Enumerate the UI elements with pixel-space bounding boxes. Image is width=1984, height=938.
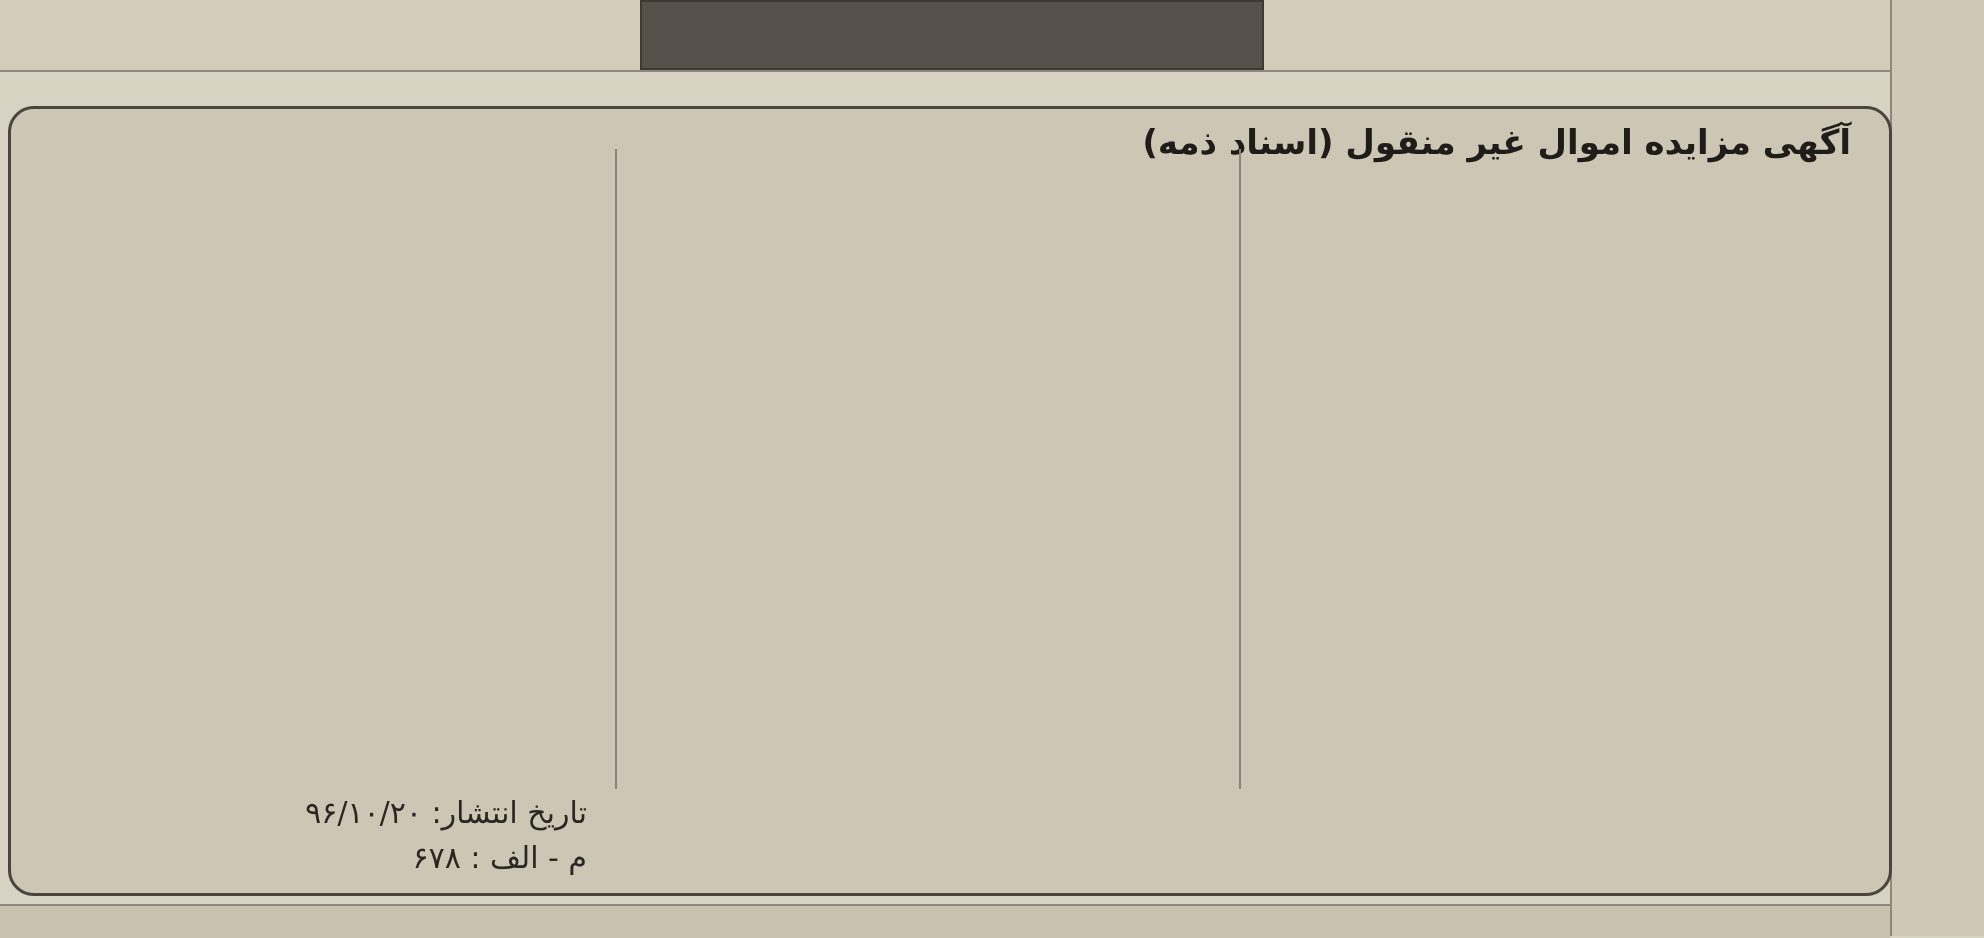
adjacent-column-strip: [1890, 0, 1984, 936]
notice-text-column-1: [1253, 185, 1853, 785]
notice-reference: م - الف : ۶۷۸: [412, 841, 587, 876]
notice-footer: [47, 791, 587, 881]
column-divider: [1239, 149, 1241, 789]
next-article-strip: [0, 904, 1890, 938]
column-divider: [615, 149, 617, 789]
notice-text-column-2: [629, 185, 1229, 785]
auction-notice-box: [8, 106, 1892, 896]
notice-title: آگهی مزایده اموال غیر منقول (اسناد ذمه): [1142, 123, 1851, 163]
newspaper-photo: [640, 0, 1264, 70]
notice-text-column-3: [45, 149, 605, 749]
publish-date: تاریخ انتشار: ۹۶/۱۰/۲۰: [305, 796, 587, 831]
